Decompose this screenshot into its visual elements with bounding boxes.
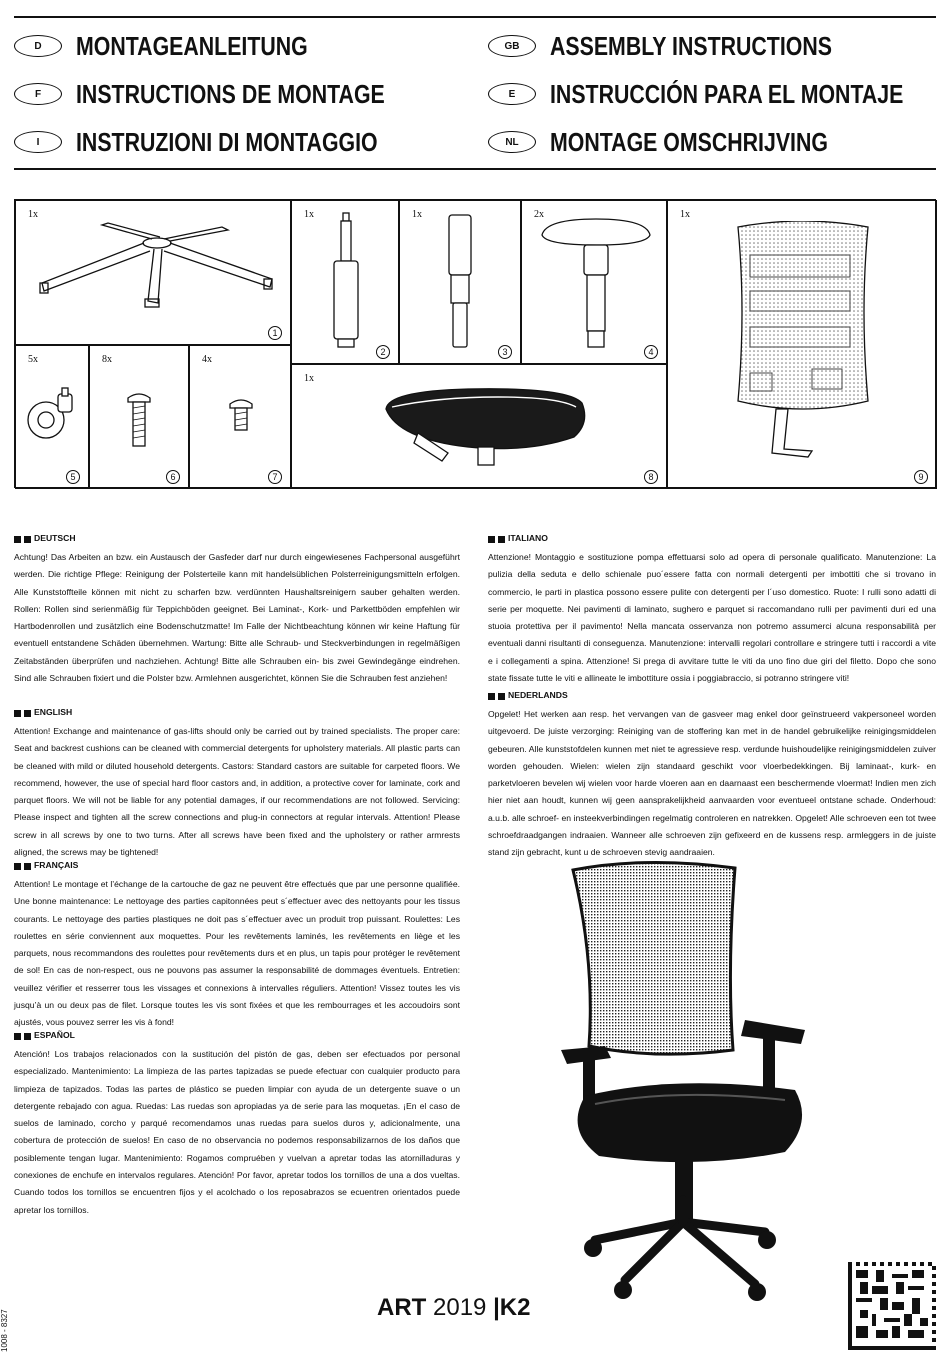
gas-lift-cover-icon — [440, 211, 480, 351]
part-number-badge: 4 — [644, 345, 658, 359]
section-it — [488, 531, 936, 687]
part-number-badge: 7 — [268, 470, 282, 484]
bullet-square-icon — [14, 536, 21, 543]
bullet-square-icon — [488, 693, 495, 700]
section-body: Attention! Le montage et l’échange de la cartouche de gaz ne peuvent être effectués que par une personne qualifiée. Une bonne maintenance: Le nettoyage des parties capitonnées peut s´effectuer avec des nettoyants pour les tissus courants. Le nettoyage des parties plastiques ne doit pas s´effectuer avec un produit trop puissant. Roulettes: Les roulettes en série conviennent aux moquettes. Pour les revêtements laminés, les revêtements en liège et les parquets, nous recommandons des roulettes pour revêtements durs et en plus, un tapis pour protéger le revêtement de sol! En cas de non-respect, ous ne pouvons pas assumer la responsabilité de dommages éventuels. Entretien: veuillez vérifier et resserrer tous les vissages et connexions à intervalles réguliers. Attention! Vissez toutes les vis jusqu’à un ou deux pas de filet. Lorsque toutes les vis sont fixées et que les rembourrages et les accoudoirs sont ajustés, vous pouvez serrer les vis à fond! — [14, 879, 460, 1028]
art-label: ART — [377, 1294, 427, 1321]
title-text-it: INSTRUZIONI DI MONTAGGIO — [76, 126, 378, 157]
part-cell-3 — [399, 200, 521, 364]
title-es — [488, 74, 950, 114]
part-cell-7 — [189, 345, 291, 489]
bullet-square-icon — [24, 710, 31, 717]
section-header — [488, 531, 936, 547]
bullet-square-icon — [498, 693, 505, 700]
part-number-badge: 2 — [376, 345, 390, 359]
part-cell-8 — [291, 364, 667, 489]
seat-icon — [378, 381, 598, 471]
lang-badge-it: I — [14, 131, 62, 153]
office-chair-illustration — [555, 860, 820, 1310]
castor-icon — [22, 386, 82, 446]
part-number-badge: 5 — [66, 470, 80, 484]
part-cell-4 — [521, 200, 667, 364]
title-it — [14, 122, 444, 162]
part-qty: 4x — [202, 354, 212, 365]
title-de — [14, 26, 359, 66]
bullet-square-icon — [24, 863, 31, 870]
section-header — [14, 1028, 460, 1044]
art-separator: | — [493, 1294, 500, 1321]
title-text-de: MONTAGEANLEITUNG — [76, 30, 308, 61]
lang-badge-es: E — [488, 83, 536, 105]
part-cell-2 — [291, 200, 399, 364]
part-qty: 2x — [534, 209, 544, 220]
top-rule — [14, 16, 936, 18]
bullet-square-icon — [14, 1033, 21, 1040]
section-body: Achtung! Das Arbeiten an bzw. ein Austausch der Gasfeder darf nur durch eingewiesenes Fachpersonal ausgeführt werden. Die richtige Pflege: Reinigung der Polsterteile kann mit handelsüblichen Polsterreinigungsmitteln erfolgen. Alle Kunststoffteile können mit nicht zu scharfen bzw. verdünnten Haushaltsreinigern sauber gehalten werden. Rollen: Rollen sind serienmäßig für Teppichböden geeignet. Bei Laminat-, Kork- und Parkettböden empfehlen wir Hartbodenrollen und zusätzlich eine Bodenschutzmatte! Im Falle der Nichtbeachtung können wir keine Haftung für eventuell entstandene Schäden übernehmen. Wartung: Bitte alle Schraub- und Steckverbindungen in regelmäßigen Zeitabständen überprüfen und nachziehen. Achtung! Bitte alle Schrauben ein- bis zwei Gewindegänge eindrehen. Sind alle Schrauben fixiert und die Polster bzw. Armlehnen ausgerichtet, können Sie die Schrauben fest anziehen! — [14, 552, 460, 684]
part-qty: 1x — [28, 209, 38, 220]
section-header — [14, 705, 460, 721]
part-qty: 1x — [680, 209, 690, 220]
art-number: 2019 — [433, 1294, 487, 1321]
section-es — [14, 1028, 460, 1219]
title-nl — [488, 122, 889, 162]
doc-code-wrap — [0, 1309, 12, 1369]
part-cell-1 — [15, 200, 291, 345]
lang-badge-fr: F — [14, 83, 62, 105]
lang-badge-nl: NL — [488, 131, 536, 153]
part-cell-5 — [15, 345, 89, 489]
part-qty: 1x — [304, 209, 314, 220]
star-base-icon — [32, 221, 282, 311]
section-body: Opgelet! Het werken aan resp. het vervangen van de gasveer mag enkel door geïnstrueerd vakpersoneel worden uitgevoerd. De juiste verzorging: Reiniging van de stoffering kan met in de handel gebruikelijke reinigingsmiddelen gebeuren. Alle kunststofdelen kunnen met niet te agressieve resp. verdunde huishoudelijke reinigingsmiddelen zuiver worden gehouden. Wielen: wielen zijn standaard geschikt voor vloerbedekkingen. Bij laminaat-, kurk- en parketvloeren bevelen wij wielen voor harde vloeren aan en daarnaast een beschermende vloermat! Indien men zich hier niet aan houdt, kunnen wij geen aansprakelijkheid aanvaarden voor eventueel ontstane schade. Onderhoud: a.u.b. alle schroef- en insteekverbindingen regelmatig controleren en natrekken. Opgelet! Alle schroeven een tot twee schroefdraadgangen indraaien. Wanneer alle schroeven zijn gefixeerd en de kussens resp. armleggers in de juiste stand zijn gebracht, kunt u de schroeven stevig aandraaien. — [488, 709, 936, 858]
title-gb — [488, 26, 894, 66]
part-number-badge: 1 — [268, 326, 282, 340]
title-text-gb: ASSEMBLY INSTRUCTIONS — [550, 30, 832, 61]
title-text-nl: MONTAGE OMSCHRIJVING — [550, 126, 828, 157]
short-screw-icon — [226, 396, 256, 436]
model-name: K2 — [499, 1294, 531, 1321]
armrest-icon — [536, 211, 656, 351]
bullet-square-icon — [14, 863, 21, 870]
section-language: FRANÇAIS — [34, 860, 79, 871]
section-body: Attenzione! Montaggio e sostituzione pompa effettuarsi solo ad opera di personale qualificato. Manutenzione: La pulizia della seduta e dello schienale puo´essere fatta con normali detergenti per imbottiti che si trovano in commercio, le parti in plastica possono essere pulite con detergenti per l´uso domestico. Ruote: I rulli sono adatti di serie per moquette. Nei pavimenti di laminato, sughero e parquet si raccomandano rulli per pavimenti duri ed una stuoia protettiva per il pavimento! Nella mancata osservanza non potremo assumerci alcuna responsabilità per eventuali danni risultanti di conseguenza. Manutenzione: intervalli regolari controllare e stringere tutti i raccordi a vite e i collegamenti a spina. Attenzione! Si prega di avvitare tutte le viti da uno fino due giri del filetto. Dopo che sono state fissate tutte le viti e allineate le imbottiture ossia i poggiabraccio, si potranno stringere viti! — [488, 552, 936, 684]
title-fr — [14, 74, 453, 114]
long-screw-icon — [124, 390, 154, 450]
bullet-square-icon — [488, 536, 495, 543]
part-qty: 8x — [102, 354, 112, 365]
section-body: Atención! Los trabajos relacionados con la sustitución del pistón de gas, deben ser efectuados por personal especializado. Mantenimiento: La limpieza de las partes tapizadas se puede efectuar con cualquier producto para limpieza de tapizados. Todas las partes de plástico se pueden limpiar con ayuda de un detergente suave o un detergente rebajado con agua. Ruedas: Las ruedas son apropiadas ya de serie para las moquetas. ¡En el caso de suelos de laminado, corcho y parqué recomendamos unas ruedas para suelos duros y, adicionalmente, una cobertura de protección de suelos! En caso de no observancia no podemos responsabilizarnos de los daños que posiblemente tengan lugar. Mantenimiento: Rogamos compruében y vuelvan a apretar todas las atornilladuras y conexiones de enchufe en intervalos regulares. Atención! Por favor, apretar todos los tornillos de una a dos vueltas. Cuando todos los tornillos se encuentren fijos y el acolchado o los reposabrazos se ecuentren orientados puede apretar los tornillos. — [14, 1049, 460, 1215]
part-qty: 1x — [304, 373, 314, 384]
section-language: ESPAÑOL — [34, 1030, 75, 1041]
bullet-square-icon — [498, 536, 505, 543]
section-nl — [488, 688, 936, 862]
part-cell-6 — [89, 345, 189, 489]
section-language: DEUTSCH — [34, 533, 76, 544]
bullet-square-icon — [24, 536, 31, 543]
part-number-badge: 6 — [166, 470, 180, 484]
section-header — [488, 688, 936, 704]
section-gb — [14, 705, 460, 861]
lang-badge-de: D — [14, 35, 62, 57]
title-text-fr: INSTRUCTIONS DE MONTAGE — [76, 78, 385, 109]
lang-badge-gb: GB — [488, 35, 536, 57]
mesh-backrest-icon — [728, 221, 878, 471]
bullet-square-icon — [14, 710, 21, 717]
title-bottom-rule — [14, 168, 936, 170]
section-body: Attention! Exchange and maintenance of gas-lifts should only be carried out by trained specialists. The proper care: Seat and backrest cushions can be cleaned with commercial detergents for upholstery materials. All plastic parts can be cleaned with mild or diluted household detergents. Castors: Standard castors are suitable for carpeted floors. We recommend, however, the use of special hard floor castors and, in addition, a protective cover for laminate, cork and parquet floors. We will not be liable for any potential damages, if our recommendations are not followed. Servicing: Please inspect and tighten all the screw connections and plug-in connectors at regular intervals. Attention! Please screw in all screws by one to two turns. After all screws have been fixed and the upholstery or rather armrests aligned, the screws may be tightened! — [14, 726, 460, 858]
section-language: NEDERLANDS — [508, 690, 568, 701]
doc-code: 1008 - 8327 — [0, 1309, 9, 1352]
title-text-es: INSTRUCCIÓN PARA EL MONTAJE — [550, 78, 904, 109]
part-qty: 1x — [412, 209, 422, 220]
part-number-badge: 3 — [498, 345, 512, 359]
parts-grid — [14, 199, 936, 488]
section-header — [14, 858, 460, 874]
part-cell-9 — [667, 200, 937, 489]
part-number-badge: 9 — [914, 470, 928, 484]
datamatrix-code — [848, 1262, 936, 1350]
bullet-square-icon — [24, 1033, 31, 1040]
section-de — [14, 531, 460, 687]
section-language: ITALIANO — [508, 533, 548, 544]
part-number-badge: 8 — [644, 470, 658, 484]
section-language: ENGLISH — [34, 707, 73, 718]
article-number — [377, 1294, 530, 1322]
section-header — [14, 531, 460, 547]
gas-lift-icon — [326, 211, 366, 351]
part-qty: 5x — [28, 354, 38, 365]
section-fr — [14, 858, 460, 1032]
